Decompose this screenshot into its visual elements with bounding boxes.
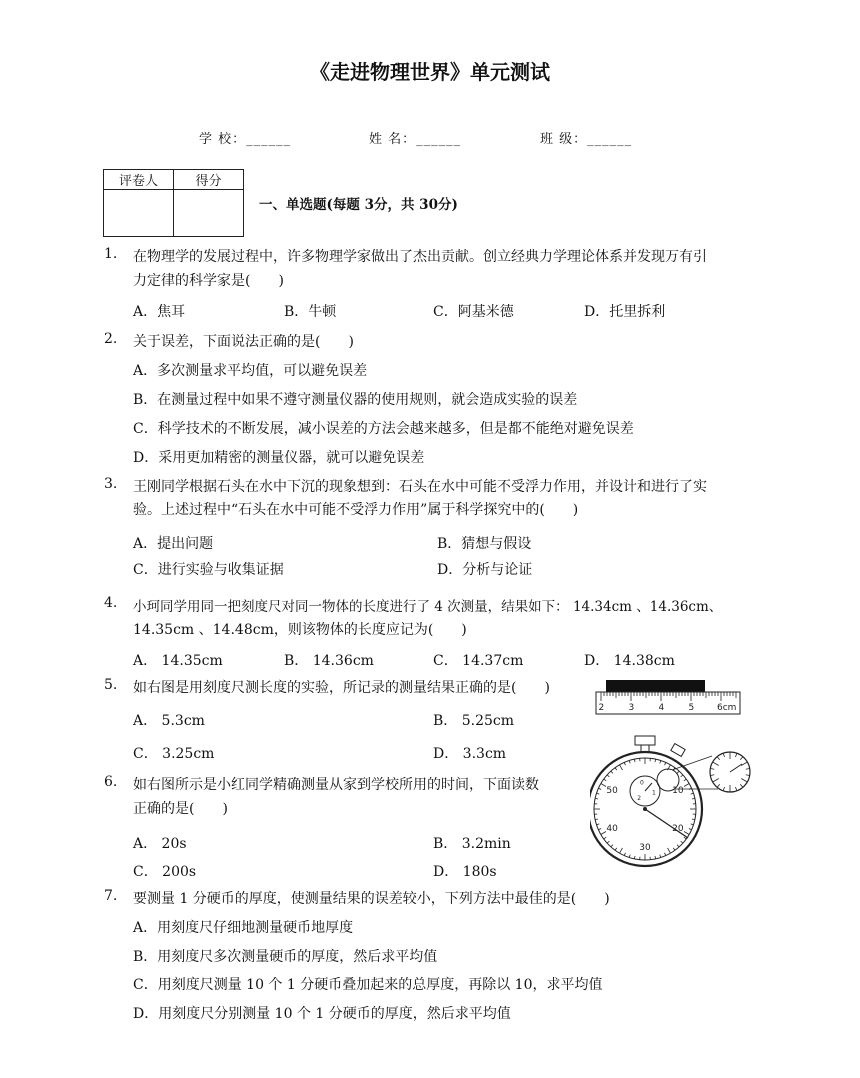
option: A．提出问题 — [133, 536, 214, 552]
page-title: 《走进物理世界》单元测试 — [310, 60, 550, 84]
question-text: 力定律的科学家是( ) — [133, 273, 284, 289]
question-text: 在物理学的发展过程中，许多物理学家做出了杰出贡献。创立经典力学理论体系并发现万有引 — [133, 249, 707, 265]
option: A． 5.3cm — [133, 713, 205, 729]
option: D． 14.38cm — [584, 653, 675, 669]
question-text: 14.35cm 、14.48cm，则该物体的长度应记为( ) — [133, 622, 467, 638]
dial-label: 10 — [672, 786, 684, 796]
question-text: 小珂同学用同一把刻度尺对同一物体的长度进行了 4 次测量，结果如下： 14.34cm 、14.36cm、 — [133, 599, 723, 615]
option: D．用刻度尺分别测量 10 个 1 分硬币的厚度，然后求平均值 — [133, 1006, 511, 1022]
stopwatch-crown — [635, 736, 655, 745]
option: A．焦耳 — [133, 304, 186, 320]
dial-label: 40 — [606, 824, 618, 834]
option: A．用刻度尺仔细地测量硬币地厚度 — [133, 920, 354, 936]
subdial-label: 0 — [640, 779, 644, 787]
option: A． 14.35cm — [133, 653, 223, 669]
stopwatch-button — [671, 744, 685, 757]
ruler-tick-label: 2 — [598, 703, 605, 713]
option: B．在测量过程中如果不遵守测量仪器的使用规则，就会造成实验的误差 — [133, 392, 578, 408]
grader-cell — [104, 190, 174, 237]
grader-header: 评卷人 — [104, 170, 174, 190]
question-number: 1. — [104, 246, 118, 262]
section-heading: 一、单选题(每题 3分，共 30分) — [259, 197, 458, 213]
option: A．多次测量求平均值，可以避免误差 — [133, 363, 368, 379]
ruler-tick-label: 6cm — [717, 703, 737, 713]
option: B． 3.2min — [433, 836, 511, 852]
measured-object — [606, 680, 705, 692]
question-text: 如右图是用刻度尺测长度的实验，所记录的测量结果正确的是( ) — [133, 680, 550, 696]
question-number: 6. — [104, 774, 118, 790]
question-text: 如右图所示是小红同学精确测量从家到学校所用的时间，下面读数 — [133, 777, 539, 793]
score-cell — [174, 190, 244, 237]
question-number: 4. — [104, 595, 118, 611]
score-header: 得分 — [174, 170, 244, 190]
question-text: 要测量 1 分硬币的厚度，使测量结果的误差较小，下列方法中最佳的是( ) — [133, 891, 610, 907]
option: D． 180s — [433, 864, 497, 880]
option: D．分析与论证 — [437, 562, 533, 578]
name-field: 姓 名：______ — [369, 132, 462, 147]
ruler-figure — [592, 676, 748, 734]
option: C． 3.25cm — [133, 746, 215, 762]
option: B． 14.36cm — [284, 653, 374, 669]
class-field: 班 级：______ — [540, 132, 633, 147]
option: B．用刻度尺多次测量硬币的厚度，然后求平均值 — [133, 949, 438, 965]
question-number: 3. — [104, 476, 118, 492]
option: B．牛顿 — [284, 304, 337, 320]
question-text: 正确的是( ) — [133, 801, 228, 817]
option: C． 200s — [133, 864, 197, 880]
option: D．采用更加精密的测量仪器，就可以避免误差 — [133, 450, 425, 466]
ruler-tick-label: 5 — [688, 703, 695, 713]
dial-label: 50 — [606, 786, 618, 796]
stopwatch-figure — [590, 734, 758, 872]
question-text: 关于误差，下面说法正确的是( ) — [133, 334, 354, 350]
question-number: 5. — [104, 677, 118, 693]
option: B． 5.25cm — [433, 713, 515, 729]
option: C．进行实验与收集证据 — [133, 562, 284, 578]
question-text: 验。上述过程中“石头在水中可能不受浮力作用”属于科学探究中的( ) — [133, 502, 579, 518]
question-number: 2. — [104, 331, 118, 347]
dial-label: 20 — [672, 824, 684, 834]
option: C．阿基米德 — [433, 304, 514, 320]
question-text: 王刚同学根据石头在水中下沉的现象想到：石头在水中可能不受浮力作用，并设计和进行了实 — [133, 479, 707, 495]
subdial-label: 2 — [637, 794, 642, 802]
school-field: 学 校：______ — [199, 132, 292, 147]
option: D．托里拆利 — [584, 304, 666, 320]
ruler-tick-label: 4 — [658, 703, 665, 713]
dial-label: 30 — [639, 843, 651, 853]
subdial-label: 1 — [651, 789, 656, 797]
option: C．用刻度尺测量 10 个 1 分硬币叠加起来的总厚度，再除以 10，求平均值 — [133, 977, 603, 993]
option: A． 20s — [133, 836, 187, 852]
option: C．科学技术的不断发展，减小误差的方法会越来越多，但是都不能绝对避免误差 — [133, 421, 634, 437]
score-table — [103, 169, 244, 237]
hand-pivot — [643, 807, 647, 811]
option: D． 3.3cm — [433, 746, 507, 762]
option: B．猜想与假设 — [437, 536, 532, 552]
question-number: 7. — [104, 888, 118, 904]
option: C． 14.37cm — [433, 653, 524, 669]
ruler-tick-label: 3 — [628, 703, 635, 713]
